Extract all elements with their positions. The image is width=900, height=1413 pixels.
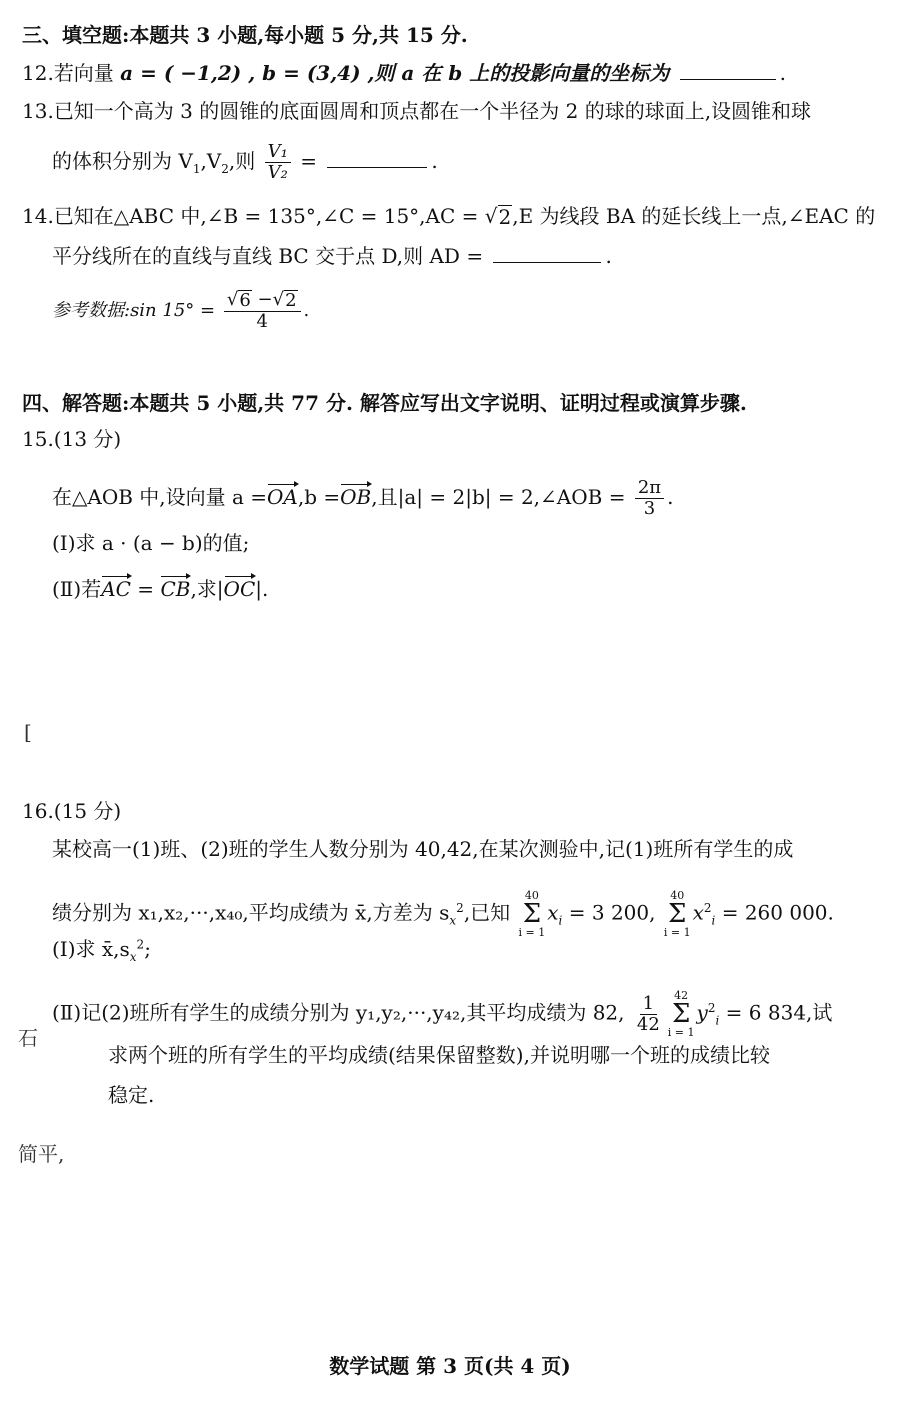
q14-line1: 已知在△ABC 中,∠B = 135°,∠C = 15°,AC = — [53, 204, 485, 228]
q15-stem: 在△AOB 中,设向量 a =OA,b =OB,且|a| = 2|b| = 2,∠AOB = $\frac{2\pi}{3}$ . — [52, 477, 674, 519]
q16-part2-line3: 稳定. — [108, 1083, 155, 1107]
q14-answer-blank[interactable] — [493, 262, 601, 263]
vector-oc: OC — [223, 577, 256, 601]
question-12 — [22, 62, 786, 85]
margin-mark-3: 简平, — [18, 1142, 65, 1166]
q13-eq: = — [300, 148, 317, 173]
vector-oa: OA — [267, 484, 298, 509]
q14-end: . — [605, 244, 612, 268]
sum-symbol-3: 42 Σ i = 1 — [667, 989, 695, 1039]
q13-answer-blank[interactable] — [327, 167, 427, 168]
q14-ref-fraction: √ 6 −√ 2 4 — [224, 290, 301, 332]
q16-line1: 某校高一(1)班、(2)班的学生人数分别为 40,42,在某次测验中,记(1)班所有学生的成 — [52, 837, 794, 861]
q14-line2: 平分线所在的直线与直线 BC 交于点 D,则 AD = — [52, 244, 484, 268]
q13-line2-post: ,则 — [228, 148, 256, 173]
q12-text-a: 若向量 — [53, 61, 121, 85]
sum-symbol-1: 40 Σ i = 1 — [518, 889, 546, 939]
section4-header: 四、解答题:本题共 5 小题,共 77 分. 解答应写出文字说明、证明过程或演算步骤. — [22, 391, 747, 415]
q12-text-vec: a = ( −1,2) , b = (3,4) ,则 a 在 b 上的投影向量的坐标为 — [120, 61, 670, 85]
q14-line1-post: ,E 为线段 BA 的延长线上一点,∠EAC 的 — [512, 204, 876, 228]
question-14-line2 — [52, 245, 612, 268]
q16-part1: (Ⅰ)求 $x̄,s_x^2$; — [52, 937, 151, 964]
q16-line2: 绩分别为 x₁,x₂,···,x₄₀,平均成绩为 x̄,方差为 $s_x^2$,已知 40 Σ i = 1 $x_i = 3$ 200, 40 Σ i = 1 $x^2_i = 260$ 000. — [52, 889, 834, 939]
q15-part2: (Ⅱ)若AC = CB,求|OC|. — [52, 577, 269, 601]
q14-sqrt: √ 2 — [484, 204, 512, 229]
question-13-line1 — [22, 100, 811, 123]
margin-mark-1: [ — [24, 720, 32, 744]
vector-cb: CB — [160, 577, 191, 601]
q13-end: . — [431, 148, 438, 173]
question-14-line1 — [22, 205, 875, 229]
q13-line2-pre: 的体积分别为 V — [52, 148, 193, 173]
q13-line2-mid: ,V — [200, 148, 222, 173]
vector-ob: OB — [340, 484, 372, 509]
sum-symbol-2: 40 Σ i = 1 — [663, 889, 691, 939]
page-footer: 数学试题 第 3 页(共 4 页) — [329, 1354, 571, 1378]
q16-title: 16.(15 分) — [22, 799, 122, 823]
q13-frac-den: V₂ — [267, 161, 288, 183]
q12-number: 12. — [22, 61, 54, 85]
q15-part1: (Ⅰ)求 a · (a − b)的值; — [52, 531, 250, 555]
question-13-line2: 的体积分别为 $V_1,V_2$,则 $\frac{\text{V₁}}{\text{V₂}}$ = . — [52, 141, 438, 183]
q13-number: 13. — [22, 99, 54, 123]
q13-line1: 已知一个高为 3 的圆锥的底面圆周和顶点都在一个半径为 2 的球的球面上,设圆锥和球 — [53, 99, 812, 123]
q12-answer-blank[interactable] — [680, 79, 776, 80]
q14-ref-label: 参考数据:sin 15° = — [52, 299, 216, 321]
q13-frac-num: V₁ — [265, 142, 291, 163]
q16-fraction: $\frac{1}{42}$ — [636, 992, 660, 1035]
q14-reference-data: 参考数据:sin 15° = √ 6 −√ 2 4 . — [52, 289, 310, 332]
q12-end: . — [779, 61, 786, 85]
q16-part2-line2: 求两个班的所有学生的平均成绩(结果保留整数),并说明哪一个班的成绩比较 — [108, 1043, 770, 1067]
q16-part2-line1: (Ⅱ)记(2)班所有学生的成绩分别为 y₁,y₂,···,y₄₂,其平均成绩为 82, $\frac{1}{42}$ 42 Σ i = 1 $y^2_i = 6$ 834,试 — [52, 989, 833, 1039]
q15-title: 15.(13 分) — [22, 427, 122, 451]
vector-ac: AC — [101, 577, 131, 601]
q15-angle-fraction: $\frac{2\pi}{3}$ — [635, 478, 664, 519]
section3-header: 三、填空题:本题共 3 小题,每小题 5 分,共 15 分. — [22, 23, 468, 47]
margin-mark-2: 石 — [18, 1026, 38, 1050]
q14-number: 14. — [22, 204, 54, 228]
q13-volume-ratio — [265, 142, 291, 183]
